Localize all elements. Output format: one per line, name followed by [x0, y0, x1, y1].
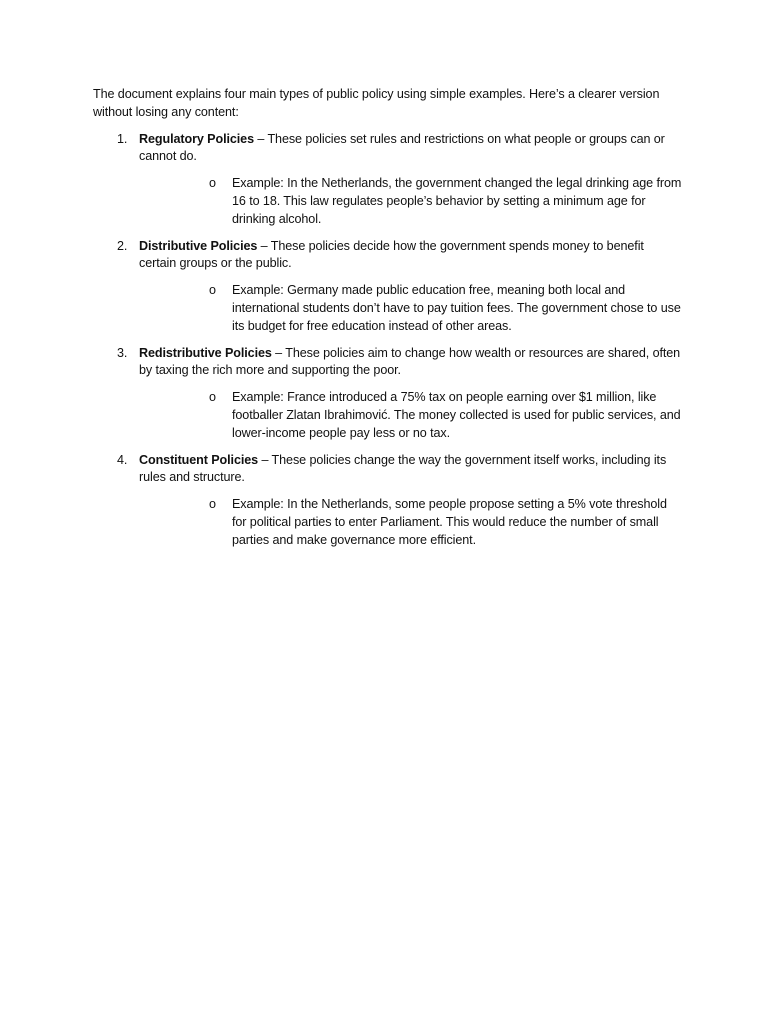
item-title: Regulatory Policies — [139, 131, 254, 146]
item-description: – These policies set rules and restrictions on what people or groups can or cannot do. — [139, 131, 665, 164]
example-sub-item — [139, 496, 683, 549]
example-sub-item — [139, 389, 683, 442]
item-text — [139, 345, 683, 381]
bullet-marker: o — [209, 390, 216, 405]
item-description: – These policies change the way the government itself works, including its rules and structure. — [139, 452, 667, 485]
bullet-marker: o — [209, 176, 216, 191]
item-description: – These policies decide how the government spends money to benefit certain groups or the public. — [139, 238, 644, 271]
item-text — [139, 452, 683, 488]
list-number: 4. — [117, 452, 128, 467]
example-text: Example: Germany made public education free, meaning both local and international students don’t have to pay tuition fees. The government chose to use its budget for free education instead of other areas. — [232, 283, 681, 333]
document-page — [93, 86, 683, 559]
example-text: Example: In the Netherlands, some people propose setting a 5% vote threshold for political parties to enter Parliament. This would reduce the number of small parties and make governance more efficient. — [232, 497, 667, 547]
bullet-marker: o — [209, 497, 216, 512]
example-sub-item — [139, 175, 683, 228]
list-item — [93, 452, 683, 550]
example-text: Example: In the Netherlands, the government changed the legal drinking age from 16 to 18. This law regulates people’s behavior by setting a minimum age for drinking alcohol. — [232, 176, 682, 226]
item-title: Distributive Policies — [139, 238, 258, 253]
example-text: Example: France introduced a 75% tax on people earning over $1 million, like footballer Zlatan Ibrahimović. The money collected is used for public services, and lower-income people pay less or no tax. — [232, 390, 681, 440]
bullet-marker: o — [209, 283, 216, 298]
item-text — [139, 238, 683, 274]
list-item — [93, 345, 683, 443]
item-text — [139, 131, 683, 167]
intro-paragraph: The document explains four main types of public policy using simple examples. Here’s a clearer version without losing any content: — [93, 87, 660, 119]
list-number: 3. — [117, 345, 128, 360]
list-number: 2. — [117, 238, 128, 253]
list-item — [93, 131, 683, 229]
item-description: – These policies aim to change how wealth or resources are shared, often by taxing the rich more and supporting the poor. — [139, 345, 681, 378]
list-number: 1. — [117, 131, 128, 146]
list-item — [93, 238, 683, 336]
item-title: Constituent Policies — [139, 452, 259, 467]
item-title: Redistributive Policies — [139, 345, 272, 360]
example-sub-item — [139, 282, 683, 335]
